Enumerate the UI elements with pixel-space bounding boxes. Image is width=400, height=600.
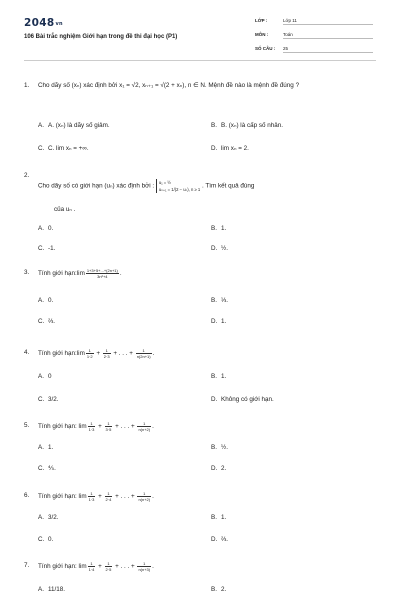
option-b[interactable]: B. ½. bbox=[211, 444, 229, 451]
question-stem: Tính giới hạn: lim $\frac{1}{1\cdot 3}$ + $\frac{1}{3\cdot 5}$ + . . . + $\frac{1}{n(n+2)}$ . bbox=[38, 421, 154, 432]
option-b[interactable]: B. 1. bbox=[211, 225, 227, 232]
option-c[interactable]: C. ⅔. bbox=[38, 318, 56, 325]
document-title: 106 Bài trắc nghiệm Giới hạn trong đề thi đại học (P1) bbox=[24, 34, 178, 40]
question-number: 6. bbox=[24, 492, 30, 499]
recurrence-system: u₁ = ½ uₙ₊₁ = 1/(2 − uₙ), n ≥ 1 bbox=[156, 179, 200, 193]
site-logo[interactable]: 2048vn bbox=[24, 17, 63, 29]
question-stem-cont: của uₙ . bbox=[54, 206, 76, 213]
question-stem: Tính giới hạn:lim $\frac{1+3+5+...+(2n+1)}{\text{3n²+4}}$ . bbox=[38, 268, 122, 279]
option-d[interactable]: D. 2. bbox=[211, 465, 227, 472]
option-d[interactable]: D. Không có giới hạn. bbox=[211, 396, 274, 403]
question-stem: Cho dãy số có giới hạn (uₙ) xác định bởi : u₁ = ½ uₙ₊₁ = 1/(2 − uₙ), n ≥ 1 . Tìm kết quả đúng bbox=[38, 180, 255, 192]
option-d[interactable]: D. 1. bbox=[211, 318, 227, 325]
question-number: 5. bbox=[24, 422, 30, 429]
class-field: LỚP : Lớp 11 bbox=[255, 18, 375, 25]
option-c[interactable]: C. 0. bbox=[38, 536, 54, 543]
header-divider bbox=[24, 60, 376, 61]
option-d[interactable]: D. ½. bbox=[211, 245, 229, 252]
question-stem: Tính giới hạn:lim $\frac{1}{1\cdot 2}$ + $\frac{1}{2\cdot 3}$ + . . . + $\frac{1}{n(2n+1)}$ . bbox=[38, 348, 155, 359]
option-c[interactable]: C. ⅘. bbox=[38, 465, 56, 472]
option-a[interactable]: A. 11/18. bbox=[38, 586, 66, 593]
option-b[interactable]: B. 1. bbox=[211, 373, 227, 380]
question-count-field: SỐ CÂU : 25 bbox=[255, 46, 375, 53]
question-number: 1. bbox=[24, 82, 30, 89]
option-b[interactable]: B. 2. bbox=[211, 586, 227, 593]
option-a[interactable]: A. A. (xₙ) là dãy số giảm. bbox=[38, 122, 110, 129]
option-a[interactable]: A. 0. bbox=[38, 297, 54, 304]
option-c[interactable]: C. C. lim xₙ = +∞. bbox=[38, 145, 89, 152]
question-number: 2. bbox=[24, 172, 30, 179]
question-stem: Tính giới hạn: lim $\frac{1}{1\cdot 3}$ + $\frac{1}{2\cdot 4}$ + . . . + $\frac{1}{n(n+2)}$ . bbox=[38, 491, 154, 502]
option-c[interactable]: C. -1. bbox=[38, 245, 56, 252]
question-stem: Cho dãy số (xₙ) xác định bởi x₁ = √2, xₙ₊₁ = √(2 + xₙ), n ∈ N. Mệnh đề nào là mệnh đề đúng ? bbox=[38, 82, 300, 89]
question-number: 3. bbox=[24, 269, 30, 276]
option-c[interactable]: C. 3/2. bbox=[38, 396, 59, 403]
question-number: 7. bbox=[24, 562, 30, 569]
option-a[interactable]: A. 0 bbox=[38, 373, 52, 380]
question-stem: Tính giới hạn: lim $\frac{1}{1\cdot 4}$ + $\frac{1}{2\cdot 5}$ + . . . + $\frac{1}{n(n+3)}$ . bbox=[38, 561, 154, 572]
question-number: 4. bbox=[24, 349, 30, 356]
option-a[interactable]: A. 1. bbox=[38, 444, 54, 451]
subject-field: MÔN : Toán bbox=[255, 32, 375, 39]
option-b[interactable]: B. ⅓. bbox=[211, 297, 229, 304]
limit-fraction: $\frac{1+3+5+...+(2n+1)}{\text{3n²+4}}$ bbox=[86, 268, 118, 279]
option-b[interactable]: B. 1. bbox=[211, 514, 227, 521]
option-a[interactable]: A. 3/2. bbox=[38, 514, 59, 521]
option-d[interactable]: D. lim xₙ = 2. bbox=[211, 145, 249, 152]
option-b[interactable]: B. B. (xₙ) là cấp số nhân. bbox=[211, 122, 284, 129]
option-a[interactable]: A. 0. bbox=[38, 225, 54, 232]
option-d[interactable]: D. ⅔. bbox=[211, 536, 229, 543]
